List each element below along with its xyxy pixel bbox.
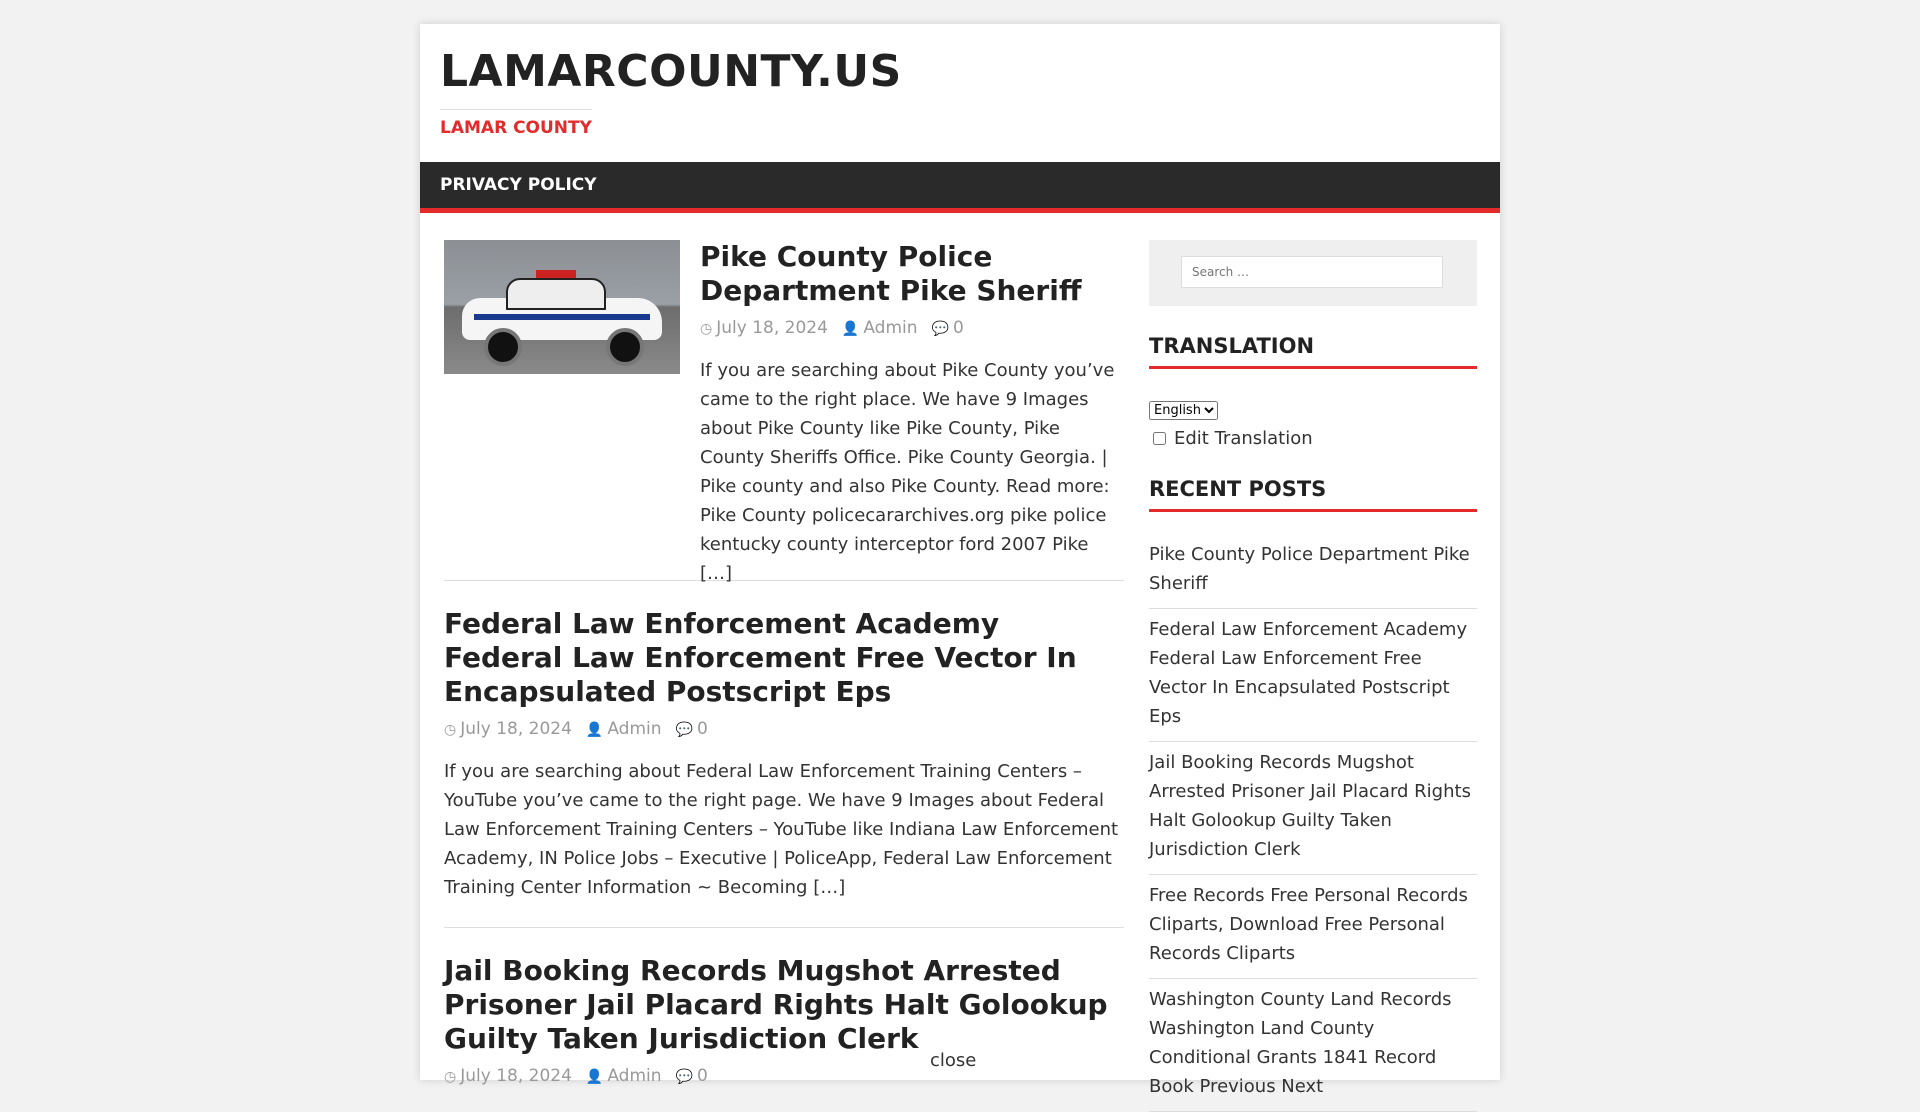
clock-icon: ◷ bbox=[444, 1069, 457, 1085]
edit-translation-label[interactable]: Edit Translation bbox=[1174, 428, 1313, 449]
car-wheel-shape bbox=[606, 328, 644, 366]
post-meta bbox=[444, 719, 1124, 739]
recent-post-link[interactable]: Free Records Free Personal Records Cliparts, Download Free Personal Records Cliparts bbox=[1149, 875, 1477, 979]
post-author[interactable]: 👤 Admin bbox=[585, 719, 662, 739]
post-item bbox=[444, 581, 1124, 928]
post-title[interactable]: Pike County Police Department Pike Sheriff bbox=[700, 240, 1082, 307]
user-icon: 👤 bbox=[585, 1069, 604, 1085]
post-title[interactable]: Federal Law Enforcement Academy Federal Law Enforcement Free Vector In Encapsulated Postscript Eps bbox=[444, 607, 1077, 708]
comment-icon: 💬 bbox=[675, 722, 693, 738]
car-wheel-shape bbox=[484, 328, 522, 366]
recent-post-link[interactable]: Washington County Land Records Washington Land County Conditional Grants 1841 Record Book Previous Next bbox=[1149, 979, 1477, 1112]
post-date[interactable]: ◷ July 18, 2024 bbox=[444, 1066, 572, 1086]
post-thumbnail[interactable] bbox=[444, 240, 680, 374]
site-container bbox=[420, 24, 1500, 1097]
search-widget bbox=[1149, 240, 1477, 306]
post-author[interactable]: 👤 Admin bbox=[585, 1066, 662, 1086]
site-title-link[interactable]: LAMARCOUNTY.US bbox=[440, 46, 902, 97]
post-item bbox=[444, 928, 1124, 1086]
post-comments[interactable]: 💬 0 bbox=[675, 1066, 708, 1086]
post-meta bbox=[444, 1066, 1124, 1086]
car-lightbar-shape bbox=[536, 270, 576, 278]
post-date[interactable]: ◷ July 18, 2024 bbox=[700, 318, 828, 338]
recent-post-link[interactable]: Jail Booking Records Mugshot Arrested Prisoner Jail Placard Rights Halt Golookup Guilty Taken Jurisdiction Clerk bbox=[1149, 742, 1477, 875]
post-comments[interactable]: 💬 0 bbox=[931, 318, 964, 338]
clock-icon: ◷ bbox=[444, 722, 457, 738]
user-icon: 👤 bbox=[841, 321, 860, 337]
search-input[interactable] bbox=[1181, 256, 1443, 288]
edit-translation-checkbox[interactable] bbox=[1153, 432, 1166, 445]
post-date[interactable]: ◷ July 18, 2024 bbox=[444, 719, 572, 739]
post-excerpt: If you are searching about Pike County you’ve came to the right place. We have 9 Images about Pike County like Pike County, Pike County Sheriffs Office. Pike County Georgia. | Pike county and also Pike County. Read more: Pike County policecararchives.org pike police kentucky county interceptor ford 2007 Pike […] bbox=[700, 360, 1115, 584]
widget-title-recent-posts: RECENT POSTS bbox=[1149, 477, 1477, 512]
site-header bbox=[420, 24, 1500, 162]
main-content bbox=[444, 240, 1124, 1086]
read-more-link[interactable]: […] bbox=[700, 563, 733, 584]
recent-posts-widget bbox=[1149, 477, 1477, 1112]
post-excerpt: If you are searching about Federal Law Enforcement Training Centers – YouTube you’ve came to the right page. We have 9 Images about Federal Law Enforcement Training Centers – YouTube like Indiana Law Enforcement Academy, IN Police Jobs – Executive | PoliceApp, Federal Law Enforcement Training Center Information ~ Becoming […] bbox=[444, 761, 1119, 898]
nav-item-privacy-policy[interactable]: PRIVACY POLICY bbox=[440, 175, 597, 195]
car-stripe-shape bbox=[474, 314, 650, 320]
read-more-link[interactable]: […] bbox=[813, 877, 846, 898]
recent-posts-list bbox=[1149, 534, 1477, 1112]
clock-icon: ◷ bbox=[700, 321, 713, 337]
sidebar bbox=[1149, 240, 1477, 1112]
post-body bbox=[700, 240, 1120, 588]
post-title[interactable]: Jail Booking Records Mugshot Arrested Prisoner Jail Placard Rights Halt Golookup Guilty Taken Jurisdiction Clerk bbox=[444, 954, 1108, 1055]
edit-translation-row bbox=[1149, 428, 1477, 449]
post-item bbox=[444, 240, 1124, 584]
recent-post-link[interactable]: Federal Law Enforcement Academy Federal Law Enforcement Free Vector In Encapsulated Postscript Eps bbox=[1149, 609, 1477, 742]
site-tagline: LAMAR COUNTY bbox=[440, 109, 592, 138]
widget-title-translation: TRANSLATION bbox=[1149, 334, 1477, 369]
comment-icon: 💬 bbox=[675, 1069, 693, 1085]
post-comments[interactable]: 💬 0 bbox=[675, 719, 708, 739]
car-roof-shape bbox=[506, 278, 606, 310]
recent-post-link[interactable]: Pike County Police Department Pike Sheriff bbox=[1149, 534, 1477, 609]
post-author[interactable]: 👤 Admin bbox=[841, 318, 918, 338]
close-image-button[interactable]: close bbox=[930, 1050, 977, 1071]
main-navigation bbox=[420, 162, 1500, 213]
language-select[interactable] bbox=[1149, 401, 1218, 420]
translation-widget bbox=[1149, 334, 1477, 449]
comment-icon: 💬 bbox=[931, 321, 949, 337]
post-meta bbox=[700, 318, 1120, 338]
user-icon: 👤 bbox=[585, 722, 604, 738]
